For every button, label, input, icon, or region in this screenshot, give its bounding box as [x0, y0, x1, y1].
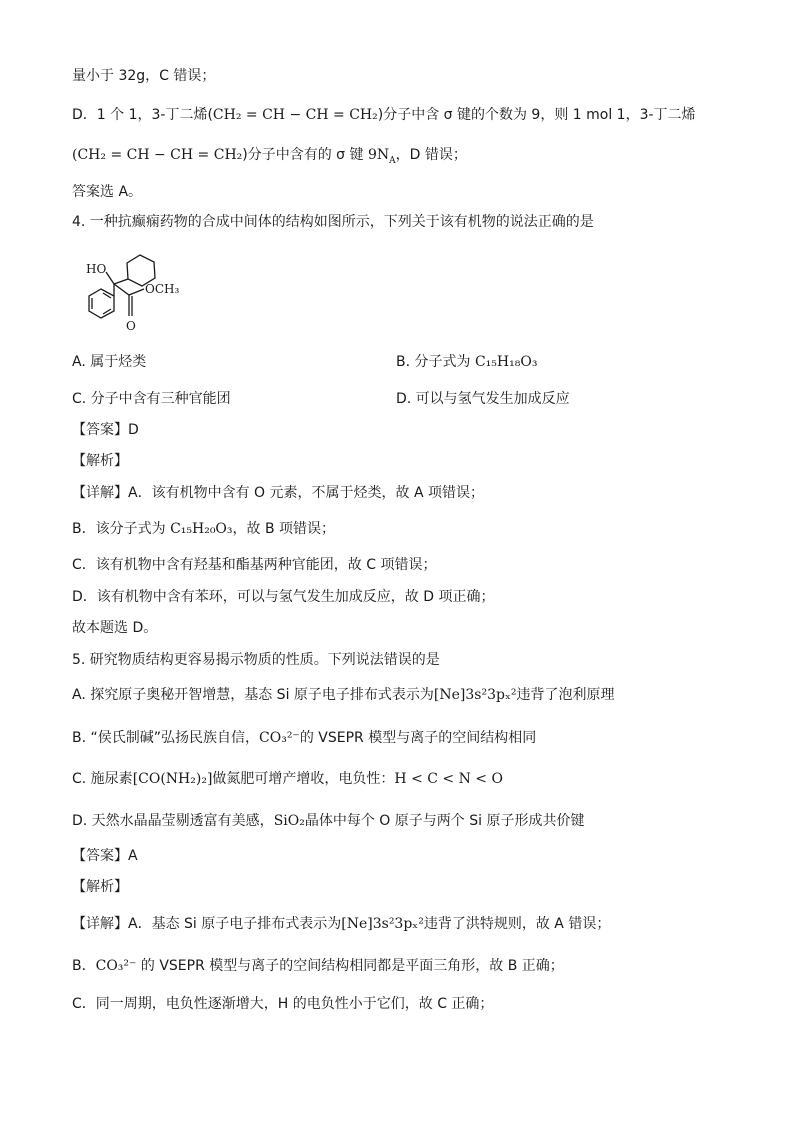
molecular-structure-diagram — [72, 240, 202, 340]
chemical-formula: [CO(NH₂)₂] — [132, 771, 213, 787]
detail-line: C．该有机物中含有羟基和酯基两种官能团，故 C 项错误； — [72, 557, 437, 573]
text-segment: )分子中含 σ 键的个数为 9，则 1 mol 1，3-丁二烯 — [377, 107, 696, 123]
text-line — [72, 105, 696, 125]
value: 9N — [367, 147, 390, 163]
answer-line: 【答案】D — [72, 422, 139, 438]
text-segment: 【详解】A．基态 Si 原子电子排布式表示为 — [72, 916, 342, 932]
option-d: D. 可以与氢气发生加成反应 — [396, 391, 570, 407]
detail-line: C．同一周期，电负性逐渐增大，H 的电负性小于它们，故 C 正确； — [72, 996, 494, 1012]
text-segment: C. 施尿素 — [72, 771, 133, 787]
text-segment: 的 VSEPR 模型与离子的空间结构相同都是平面三角形，故 B 正确； — [136, 958, 564, 974]
chemical-formula: CH₂ = CH − CH = CH₂ — [212, 107, 378, 123]
text-line: 量小于 32g，C 错误； — [72, 68, 216, 84]
subscript: A — [389, 155, 396, 166]
text-segment: D．1 个 1，3-丁二烯( — [72, 107, 213, 123]
benzene-ring — [89, 289, 114, 318]
option-b — [396, 352, 537, 372]
answer-line: 【答案】A — [72, 848, 138, 864]
option-d — [72, 811, 584, 831]
text-segment: A. 探究原子奥秘开智增慧，基态 Si 原子电子排布式表示为 — [72, 687, 434, 703]
option-b — [72, 728, 536, 748]
text-segment: B．该分子式为 — [72, 521, 171, 537]
text-segment: ，故 B 项错误； — [232, 521, 336, 537]
answer-line: 答案选 A。 — [72, 184, 143, 200]
sigma-bond-count — [367, 147, 396, 166]
text-segment: 的 VSEPR 模型与离子的空间结构相同 — [299, 730, 537, 746]
text-line — [72, 145, 467, 165]
text-segment: 做氮肥可增产增收，电负性： — [212, 771, 395, 787]
text-segment: B． — [72, 958, 96, 974]
chemical-formula: SiO₂ — [273, 813, 305, 829]
chemical-formula: C₁₅H₂₀O₃ — [170, 521, 233, 537]
ion-formula: CO₃²⁻ — [259, 730, 300, 746]
detail-line: D．该有机物中含有苯环，可以与氢气发生加成反应，故 D 项正确； — [72, 589, 495, 605]
text-segment: B. “侯氏制碱”弘扬民族自信， — [72, 730, 260, 746]
option-c: C. 分子中含有三种官能团 — [72, 391, 231, 407]
hydroxyl-label: HO — [86, 262, 107, 276]
option-a — [72, 685, 615, 705]
detail-line — [72, 519, 335, 539]
analysis-heading: 【解析】 — [72, 879, 128, 895]
chemical-formula: C₁₅H₁₈O₃ — [474, 354, 538, 370]
methoxy-label: OCH₃ — [145, 282, 180, 296]
text-segment: ，D 错误； — [395, 147, 467, 163]
ion-formula: CO₃²⁻ — [95, 958, 137, 974]
detail-line: 【详解】A．该有机物中含有 O 元素，不属于烃类，故 A 项错误； — [72, 485, 484, 501]
text-segment: 违背了洪特规则，故 A 错误； — [423, 916, 611, 932]
chemical-formula: (CH₂ = CH − CH = CH₂ — [72, 147, 243, 163]
text-segment: 违背了泡利原理 — [516, 687, 615, 703]
electron-configuration: [Ne]3s²3pₓ² — [341, 916, 424, 932]
option-a: A. 属于烃类 — [72, 354, 147, 370]
text-segment: D. 天然水晶晶莹剔透富有美感， — [72, 813, 274, 829]
text-segment: B. 分子式为 — [396, 354, 475, 370]
text-segment: 晶体中每个 O 原子与两个 Si 原子形成共价键 — [304, 813, 585, 829]
electronegativity-order: H < C < N < O — [394, 771, 503, 787]
text-segment: )分子中含有的 σ 键 — [242, 147, 368, 163]
carbonyl-oxygen-label: O — [126, 319, 136, 333]
analysis-heading: 【解析】 — [72, 453, 128, 469]
question-stem: 4. 一种抗癫痫药物的合成中间体的结构如图所示，下列关于该有机物的说法正确的是 — [72, 214, 594, 230]
detail-line — [72, 914, 610, 934]
electron-configuration: [Ne]3s²3pₓ² — [433, 687, 517, 703]
option-c — [72, 769, 503, 789]
conclusion-line: 故本题选 D。 — [72, 620, 158, 636]
question-stem: 5. 研究物质结构更容易揭示物质的性质。下列说法错误的是 — [72, 652, 440, 668]
detail-line — [72, 956, 564, 976]
